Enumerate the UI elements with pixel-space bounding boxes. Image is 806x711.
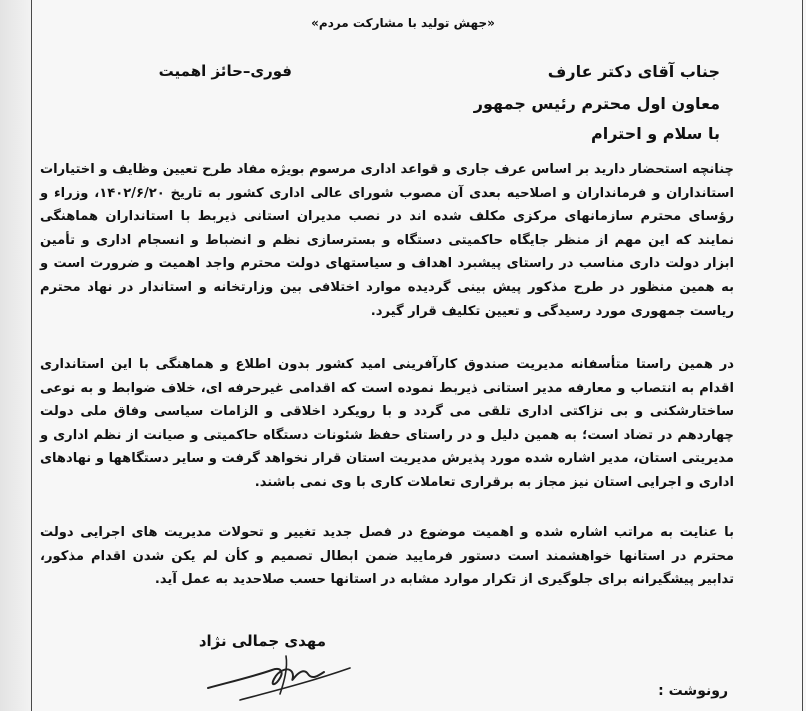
- greeting: با سلام و احترام: [591, 124, 720, 143]
- copy-recipients-label: رونوشت :: [658, 683, 728, 699]
- recipient-name: جناب آقای دکتر عارف: [547, 62, 720, 81]
- signer-name: مهدی جمالی نژاد: [198, 632, 326, 650]
- body-paragraph-2: در همین راستا متأسفانه مدیریت صندوق کارآفرینی امید کشور بدون اطلاع و هماهنگی با این استانداری اقدام به انتصاب و معارفه مدیر استانی ذیربط نموده است که اقدامی غیرحرفه ای، خلاف ضوابط و به نوعی ساختارشکنی و بی نزاکتی اداری تلقی می گردد و با رویکرد اخلاقی و الزامات سیاسی وفاق ملی دولت چهاردهم در تضاد است؛ به همین دلیل و در راستای حفظ شئونات دستگاه حاکمیتی و صیانت از نظم اداری و مدیریتی استان، مدیر اشاره شده مورد پذیرش مدیریت استان قرار نخواهد گرفت و سایر دستگاهها و نهادهای اداری و اجرایی استان نیز مجاز به برقراری تعاملات کاری با وی نمی باشند.: [40, 357, 734, 490]
- urgency-label: فوری–حائز اهمیت: [158, 62, 292, 80]
- slogan-header: «جهش تولید با مشارکت مردم»: [311, 16, 495, 30]
- recipient-title: معاون اول محترم رئیس جمهور: [473, 94, 720, 113]
- scan-shadow: [0, 0, 31, 711]
- body-paragraph-3: با عنایت به مراتب اشاره شده و اهمیت موضوع در فصل جدید تغییر و تحولات مدیریت های اجرایی دولت محترم در استانها خواهشمند است دستور فرمایید ضمن ابطال تصمیم و کأن لم یکن شدن اقدام مذکور، تدابیر پیشگیرانه برای جلوگیری از تکرار موارد مشابه در استانها حسب صلاحدید به عمل آید.: [40, 525, 734, 588]
- body-paragraph-1: چنانچه استحضار دارید بر اساس عرف جاری و قواعد اداری مرسوم بویژه مفاد طرح تعیین وظایف و اختیارات استانداران و فرمانداران و اصلاحیه بعدی آن مصوب شورای عالی اداری کشور به تاریخ ۱۴۰۲/۶/۲۰، وزراء و رؤسای محترم سازمانهای مرکزی مکلف شده اند در نصب مدیران استانی ذیربط با استانداران هماهنگی نمایند که این مهم از منظر جایگاه حاکمیتی دستگاه و بسترسازی نظم و انضباط و انسجام اداری و تأمین ابزار دولت داری مناسب در راستای پیشبرد اهداف و سیاستهای دولت محترم واجد اهمیت و ضرورت است و به همین منظور در طرح مذکور پیش بینی گردیده موارد اختلافی بین وزارتخانه و استاندار در نهاد محترم ریاست جمهوری مورد رسیدگی و تعیین تکلیف قرار گیرد.: [40, 162, 734, 319]
- handwritten-signature: [200, 648, 370, 711]
